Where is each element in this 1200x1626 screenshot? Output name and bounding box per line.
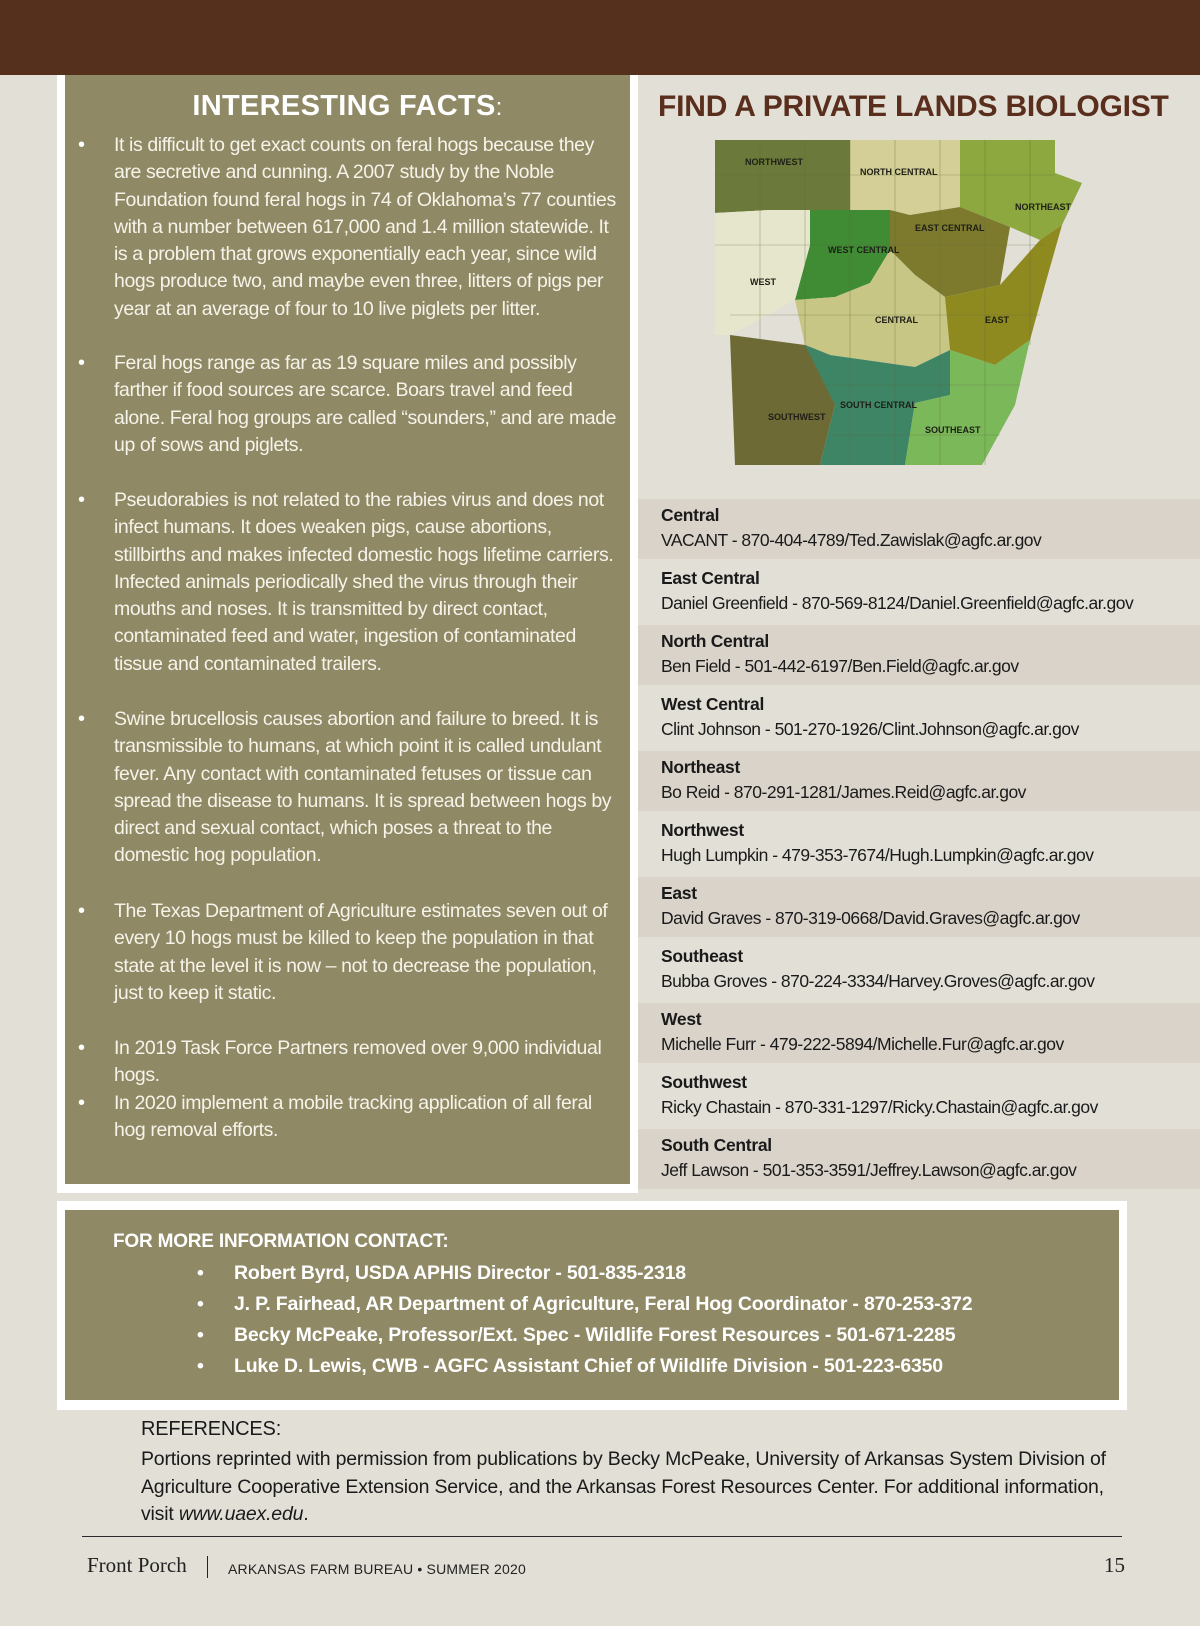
- footer-brand: Front Porch: [87, 1553, 187, 1577]
- fact-item: • The Texas Department of Agriculture estimates seven out of every 10 hogs must be killed to keep the population in that state at the level it is now – not to decrease the population, just to keep it static.: [78, 900, 608, 1004]
- bullet-icon: •: [197, 1293, 204, 1315]
- bullet-icon: •: [197, 1324, 204, 1346]
- bullet-icon: •: [78, 900, 85, 922]
- contact-row-east-central: East Central Daniel Greenfield - 870-569-8124/Daniel.Greenfield@agfc.ar.gov: [661, 568, 1134, 613]
- contact-row-central: Central VACANT - 870-404-4789/Ted.Zawislak@agfc.ar.gov: [638, 499, 1200, 559]
- fact-item: • In 2020 implement a mobile tracking application of all feral hog removal efforts.: [78, 1092, 592, 1142]
- footer-publication: ARKANSAS FARM BUREAU • SUMMER 2020: [228, 1561, 526, 1577]
- references-link[interactable]: www.uaex.edu: [178, 1503, 304, 1525]
- map-label-southwest: SOUTHWEST: [768, 412, 826, 422]
- map-label-northeast: NORTHEAST: [1015, 202, 1071, 212]
- info-contact-item: • Becky McPeake, Professor/Ext. Spec - Wildlife Forest Resources - 501-671-2285: [197, 1324, 956, 1346]
- bullet-icon: •: [78, 708, 85, 730]
- fact-item: • Swine brucellosis causes abortion and failure to breed. It is transmissible to humans, at which point it is called undulant fever. Any contact with contaminated fetuses or tissue can spread the disease to humans. It is spread between hogs by direct and sexual contact, which poses a threat to the domestic hog population.: [78, 708, 612, 867]
- facts-title: INTERESTING FACTS:: [192, 90, 503, 122]
- fact-item: • In 2019 Task Force Partners removed over 9,000 individual hogs.: [78, 1037, 602, 1087]
- bullet-icon: •: [78, 1092, 85, 1114]
- map-label-southeast: SOUTHEAST: [925, 425, 981, 435]
- footer-divider: [82, 1536, 1122, 1537]
- map-label-central: CENTRAL: [875, 315, 918, 325]
- info-contact-item: • Robert Byrd, USDA APHIS Director - 501-835-2318: [197, 1262, 686, 1284]
- info-heading: FOR MORE INFORMATION CONTACT:: [113, 1231, 449, 1252]
- map-region-west: [715, 210, 810, 335]
- footer-separator: [207, 1556, 208, 1578]
- bullet-icon: •: [78, 489, 85, 511]
- map-region-northwest: [715, 140, 850, 213]
- map-region-north-central: [850, 140, 960, 215]
- contact-row-southeast: Southeast Bubba Groves - 870-224-3334/Harvey.Groves@agfc.ar.gov: [661, 946, 1095, 991]
- contact-row-south-central: South Central Jeff Lawson - 501-353-3591/Jeffrey.Lawson@agfc.ar.gov: [638, 1129, 1200, 1189]
- contact-row-east: East David Graves - 870-319-0668/David.Graves@agfc.ar.gov: [638, 877, 1200, 937]
- page-number: 15: [1104, 1553, 1125, 1577]
- bullet-icon: •: [197, 1355, 204, 1377]
- bullet-icon: •: [197, 1262, 204, 1284]
- map-label-west: WEST: [750, 277, 776, 287]
- references-heading: REFERENCES:: [141, 1418, 282, 1440]
- biologist-title: FIND A PRIVATE LANDS BIOLOGIST: [658, 90, 1169, 123]
- contact-row-northeast: Northeast Bo Reid - 870-291-1281/James.Reid@agfc.ar.gov: [638, 751, 1200, 811]
- fact-item: • Pseudorabies is not related to the rabies virus and does not infect humans. It does weaken pigs, cause abortions, stillbirths and makes infected domestic hogs lifetime carriers. Infected animals periodically shed the virus through their mouths and noses. It is transmitted by direct contact, contaminated feed and water, ingestion of contaminated tissue and contaminated trailers.: [78, 489, 614, 675]
- map-label-east-central: EAST CENTRAL: [915, 223, 985, 233]
- contact-row-southwest: Southwest Ricky Chastain - 870-331-1297/Ricky.Chastain@agfc.ar.gov: [661, 1072, 1098, 1117]
- references-body: Portions reprinted with permission from publications by Becky McPeake, University of Arkansas System Division of Agriculture Cooperative Extension Service, and the Arkansas Forest Resources Center. For additional information, visit www.uaex.edu.: [141, 1448, 1106, 1525]
- bullet-icon: •: [78, 1037, 85, 1059]
- map-label-west-central: WEST CENTRAL: [828, 245, 900, 255]
- info-contact-item: • J. P. Fairhead, AR Department of Agriculture, Feral Hog Coordinator - 870-253-372: [197, 1293, 973, 1315]
- contact-row-north-central: North Central Ben Field - 501-442-6197/Ben.Field@agfc.ar.gov: [638, 625, 1200, 685]
- contact-row-northwest: Northwest Hugh Lumpkin - 479-353-7674/Hugh.Lumpkin@agfc.ar.gov: [661, 820, 1094, 865]
- fact-item: • It is difficult to get exact counts on feral hogs because they are secretive and cunning. A 2007 study by the Noble Foundation found feral hogs in 74 of Oklahoma’s 77 counties with a number between 617,000 and 1.4 million statewide. It is a problem that grows exponentially each year, since wild hogs produce two, and maybe even three, litters of pigs per year at an average of four to 10 live piglets per litter.: [78, 134, 616, 320]
- contact-row-west-central: West Central Clint Johnson - 501-270-1926/Clint.Johnson@agfc.ar.gov: [661, 694, 1079, 739]
- fact-item: • Feral hogs range as far as 19 square miles and possibly farther if food sources are scarce. Boars travel and feed alone. Feral hog groups are called “sounders,” and are made up of sows and piglets.: [78, 352, 617, 456]
- map-label-northwest: NORTHWEST: [745, 157, 803, 167]
- map-label-east: EAST: [985, 315, 1010, 325]
- arkansas-region-map: [710, 135, 1110, 485]
- map-label-south-central: SOUTH CENTRAL: [840, 400, 917, 410]
- contact-row-west: West Michelle Furr - 479-222-5894/Michelle.Fur@agfc.ar.gov: [638, 1003, 1200, 1063]
- top-banner: [0, 0, 1200, 75]
- info-contact-item: • Luke D. Lewis, CWB - AGFC Assistant Chief of Wildlife Division - 501-223-6350: [197, 1355, 943, 1377]
- region-map-svg: [710, 135, 1110, 485]
- bullet-icon: •: [78, 134, 85, 156]
- map-label-north-central: NORTH CENTRAL: [860, 167, 938, 177]
- bullet-icon: •: [78, 352, 85, 374]
